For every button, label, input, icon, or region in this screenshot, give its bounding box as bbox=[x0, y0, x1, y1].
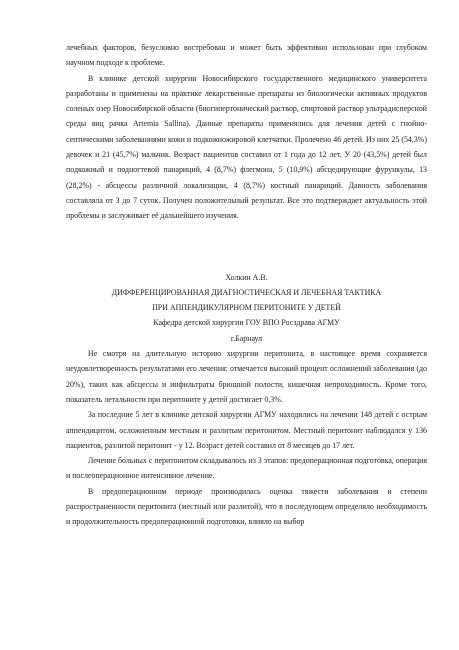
paragraph-patients: За последние 5 лет в клинике детской хирургии АГМУ находились на лечении 148 детей с острым аппендицитом, осложненным местным и разлитым перитонитом. Местный перитонит наблюдался у 136 пациентов, разлитой перитонит - у 12. Возраст детей составил от 8 месяцев до 17 лет. bbox=[66, 410, 427, 450]
paragraph-preoperative: В предоперационном периоде производилась оценка тяжести заболевания и степени распространенности перитонита (местный или разлитой), что в последующем определяло необходимость и продолжительность предоперационной подготовки, влияло на выбор bbox=[66, 486, 427, 527]
paragraph-treatment-stages: Лечение больных с перитонитом складывалось из 3 этапов: предоперационная подготовка, операция и послеоперационное интенсивное лечение. bbox=[66, 456, 427, 481]
author-name: Холкин А.В. bbox=[225, 272, 268, 282]
affiliation: Кафедра детской хирургии ГОУ ВПО Росздрава АГМУ bbox=[153, 318, 340, 328]
paragraph-clinic-novosibirsk: В клинике детской хирургии Новосибирского государственного медицинского университета разработаны и применены на практике лекарственные препараты из биологически активных продуктов соленых озер Новосибирской области (биогипертонический раствор, спиртовой раствор ультрадисперсной среды яиц рачка Artemia Sallina). Данные препараты применялись для лечения детей с гнойно-септическими заболеваниями кожи и подкожножировой клетчатки. Пролечено 46 детей. Из них 25 (54,3%) девочек и 21 (45,7%) мальчик. Возраст пациентов составил от 1 года до 12 лет. У 20 (43,5%) детей был подкожный и подногтевой панариций, 4 (8,7%) флегмона, 5 (10,9%) абсцедирующие фурункулы, 13 (28,2%) - абсцессы различной локализации, 4 (8,7%) костный панариций. Давность заболевания составляла от 3 до 7 суток. Получен положительный результат. Все это подтверждает актуальность этой проблемы и заслуживает её дальнейшего изучения. bbox=[66, 73, 427, 221]
paragraph-introduction: Не смотря на длительную историю хирургии перитонита, в настоящее время сохраняется неудовлетворенность результатами его лечения: отмечается высокий процент осложнений заболевания (до 20%), таких как абсцессы и инфильтраты брюшной полости, кишечная непроходимость. Кроме того, показатель летальности при перитоните у детей достигает 0,3%. bbox=[66, 349, 427, 404]
section-gap bbox=[66, 224, 427, 270]
article-title-line-1: ДИФФЕРЕНЦИРОВАННАЯ ДИАГНОСТИЧЕСКАЯ И ЛЕЧЕБНАЯ ТАКТИКА bbox=[111, 287, 382, 297]
article-title-line-2: ПРИ АППЕНДИКУЛЯРНОМ ПЕРИТОНИТЕ У ДЕТЕЙ bbox=[152, 303, 341, 313]
page-content bbox=[66, 40, 427, 530]
paragraph-continuation: лечебных факторов, безусловно востребован и может быть эффективно использован при глубоком научном подходе к проблеме. bbox=[66, 43, 427, 68]
city: г.Барнаул bbox=[230, 333, 263, 343]
